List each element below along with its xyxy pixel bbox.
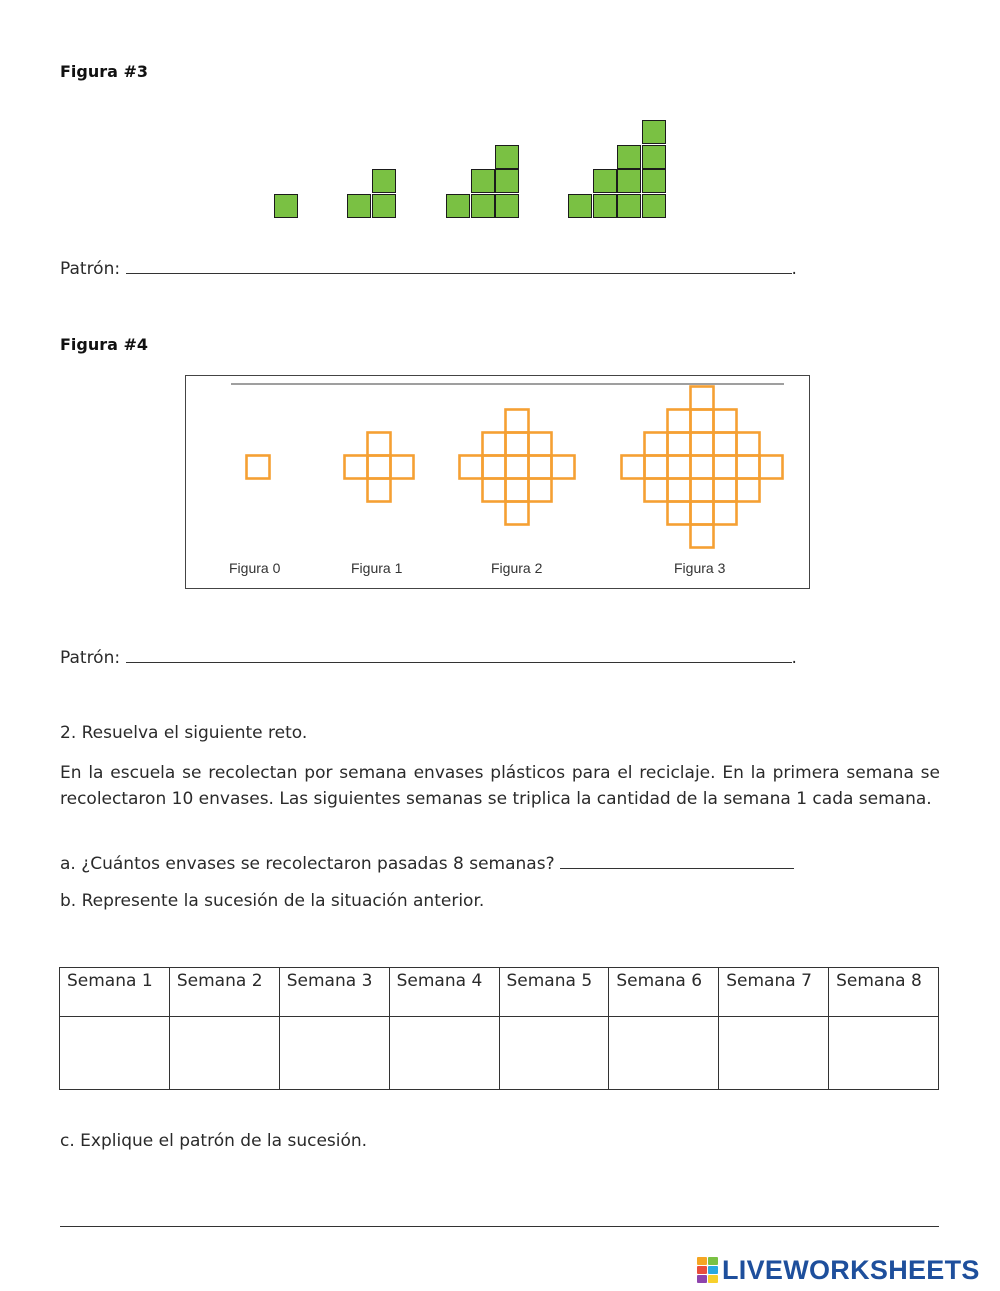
figure-3-square — [471, 169, 495, 193]
figure-3-square — [446, 194, 470, 218]
table-header-cell: Semana 2 — [169, 968, 279, 1017]
figure-4-square — [668, 479, 691, 502]
question-a-text: a. ¿Cuántos envases se recolectaron pasadas 8 semanas? — [60, 854, 555, 874]
figure-4-square — [529, 456, 552, 479]
figure-4-square — [714, 433, 737, 456]
figure-4-square — [506, 502, 529, 525]
table-header-row — [60, 968, 939, 1017]
logo-block — [697, 1275, 707, 1283]
figure-3-square — [495, 194, 519, 218]
figure-4-frame — [185, 375, 810, 589]
figure-3-square — [593, 169, 617, 193]
figure-4-label-0: Figura 0 — [229, 560, 281, 576]
figure-3-square — [274, 194, 298, 218]
question-b: b. Represente la sucesión de la situación anterior. — [60, 891, 485, 911]
figure-3-square — [372, 169, 396, 193]
table-answer-row — [60, 1017, 939, 1090]
table-answer-cell[interactable] — [389, 1017, 499, 1090]
logo-block — [708, 1266, 718, 1274]
table-answer-cell[interactable] — [60, 1017, 170, 1090]
challenge-paragraph: En la escuela se recolectan por semana envases plásticos para el reciclaje. En la primera semana se recolectaron 10 envases. Las siguientes semanas se triplica la cantidad de la semana 1 cada semana. — [60, 763, 940, 809]
figure-4-label-2: Figura 2 — [491, 560, 543, 576]
table-answer-cell[interactable] — [719, 1017, 829, 1090]
patron-line-1 — [60, 255, 820, 282]
figure-3-square — [617, 169, 641, 193]
logo-blocks-icon — [697, 1257, 718, 1283]
figure-4-square — [368, 479, 391, 502]
patron-answer-blank[interactable] — [126, 644, 792, 663]
patron-line-2 — [60, 644, 820, 671]
figure-4-square — [506, 433, 529, 456]
figure-4-square — [552, 456, 575, 479]
figure-4-diagram — [186, 376, 809, 588]
section-2-title: 2. Resuelva el siguiente reto. — [60, 723, 308, 743]
figure-4-square — [247, 456, 270, 479]
figure-4-square — [483, 456, 506, 479]
figure-3-square — [593, 194, 617, 218]
figure-3-square — [642, 194, 666, 218]
figure-3-square — [642, 120, 666, 144]
figure-4-square — [506, 410, 529, 433]
figure-4-square — [668, 502, 691, 525]
figure-3-square — [495, 169, 519, 193]
table-header-cell: Semana 6 — [609, 968, 719, 1017]
table-answer-cell[interactable] — [829, 1017, 939, 1090]
figure-4-square — [529, 479, 552, 502]
table-answer-cell[interactable] — [609, 1017, 719, 1090]
table-header-cell: Semana 3 — [279, 968, 389, 1017]
figure-4-square — [668, 456, 691, 479]
figure-4-square — [368, 433, 391, 456]
figure-4-square — [691, 456, 714, 479]
logo-block — [697, 1257, 707, 1265]
figure-4-square — [668, 433, 691, 456]
question-c: c. Explique el patrón de la sucesión. — [60, 1131, 368, 1151]
figure-4-square — [760, 456, 783, 479]
liveworksheets-logo — [697, 1254, 980, 1286]
figure-3-square — [471, 194, 495, 218]
figure-3-square — [568, 194, 592, 218]
table-header-cell: Semana 1 — [60, 968, 170, 1017]
patron-end: . — [791, 259, 797, 279]
figure-4-square — [506, 479, 529, 502]
figure-4-square — [691, 387, 714, 410]
figure-4-square — [691, 525, 714, 548]
figure-4-square — [460, 456, 483, 479]
table-answer-cell[interactable] — [169, 1017, 279, 1090]
figure-4-square — [345, 456, 368, 479]
figure-4-square — [691, 410, 714, 433]
table-header-cell: Semana 5 — [499, 968, 609, 1017]
table-answer-cell[interactable] — [499, 1017, 609, 1090]
figure-4-label-1: Figura 1 — [351, 560, 403, 576]
figure-4-square — [714, 502, 737, 525]
question-c-answer-line[interactable] — [60, 1226, 939, 1227]
figure-4-square — [737, 479, 760, 502]
figure-3-square — [642, 169, 666, 193]
logo-block — [697, 1266, 707, 1274]
table-header-cell: Semana 4 — [389, 968, 499, 1017]
figure-4-heading: Figura #4 — [60, 335, 149, 354]
figure-4-shapes — [247, 387, 783, 548]
figure-4-square — [691, 479, 714, 502]
figure-4-square — [622, 456, 645, 479]
figure-3-square — [642, 145, 666, 169]
figure-3-heading: Figura #3 — [60, 62, 149, 81]
figure-4-square — [483, 433, 506, 456]
figure-3-square — [617, 145, 641, 169]
patron-end: . — [791, 648, 797, 668]
figure-3-square — [372, 194, 396, 218]
figure-4-square — [483, 479, 506, 502]
figure-4-square — [737, 433, 760, 456]
table-answer-cell[interactable] — [279, 1017, 389, 1090]
table-header-cell: Semana 8 — [829, 968, 939, 1017]
figure-4-square — [691, 433, 714, 456]
patron-label: Patrón: — [60, 648, 121, 668]
figure-4-square — [714, 410, 737, 433]
figure-4-square — [506, 456, 529, 479]
logo-block — [708, 1257, 718, 1265]
figure-4-label-3: Figura 3 — [674, 560, 726, 576]
table-header-cell: Semana 7 — [719, 968, 829, 1017]
patron-answer-blank[interactable] — [126, 255, 792, 274]
figure-4-square — [668, 410, 691, 433]
figure-4-square — [529, 433, 552, 456]
question-a — [60, 850, 940, 877]
figure-4-square — [737, 456, 760, 479]
logo-block — [708, 1275, 718, 1283]
weeks-table — [59, 967, 939, 1090]
question-a-answer-blank[interactable] — [560, 850, 794, 869]
figure-3-square — [617, 194, 641, 218]
logo-text: LIVEWORKSHEETS — [722, 1254, 980, 1285]
figure-4-square — [691, 502, 714, 525]
figure-4-square — [368, 456, 391, 479]
figure-3-square — [347, 194, 371, 218]
figure-4-square — [645, 479, 668, 502]
figure-4-square — [714, 479, 737, 502]
figure-4-square — [714, 456, 737, 479]
figure-4-square — [391, 456, 414, 479]
figure-4-square — [645, 456, 668, 479]
figure-3-square — [495, 145, 519, 169]
figure-4-square — [645, 433, 668, 456]
patron-label: Patrón: — [60, 259, 121, 279]
